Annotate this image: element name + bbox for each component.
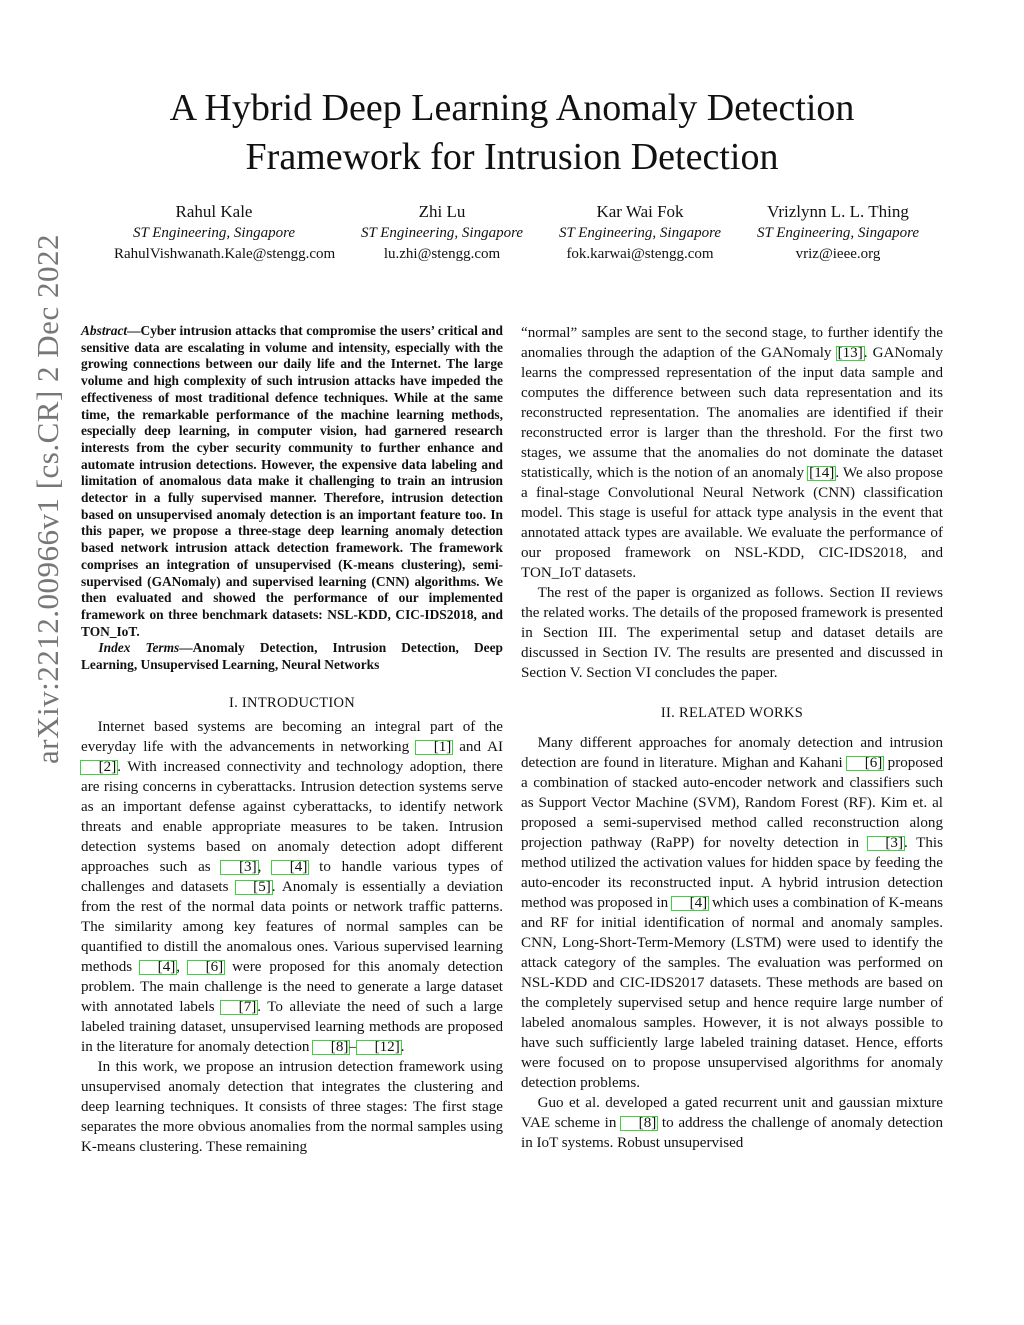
intro-paragraph-2: In this work, we propose an intrusion detection framework using unsupervised anomaly detection that integrates the clustering and deep learning techniques. It consists of three stages: The first stage separates the more obvious anomalies from the normal samples using K-means clustering. These remaining — [81, 1058, 503, 1155]
paper-title: A Hybrid Deep Learning Anomaly Detection Framework for Intrusion Detection — [169, 87, 855, 178]
arxiv-stamp: arXiv:2212.00966v1 [cs.CR] 2 Dec 2022 — [30, 234, 65, 764]
citation-number: 12 — [379, 1038, 395, 1055]
author-name: Kar Wai Fok — [596, 202, 684, 221]
author-3 — [540, 201, 740, 265]
abstract-lead: Abstract — [81, 323, 128, 338]
section-heading-related-works: II. RELATED WORKS — [660, 705, 804, 721]
right-column — [521, 323, 943, 1153]
citation-number: 8 — [643, 1115, 652, 1131]
citation-number: 8 — [335, 1038, 344, 1055]
text-run: . — [400, 1038, 405, 1055]
author-affiliation: ST Engineering, Singapore — [132, 225, 296, 241]
citation-number: 4 — [162, 958, 171, 975]
left-column — [81, 323, 503, 1157]
text-run: . We also propose a final-stage Convolutional Neural Network (CNN) classification model. This stage is useful for attack type analysis in the event that annotated attack types are available. We evaluate the performance of our proposed framework on NSL-KDD, CIC-IDS2018, and TON_IoT datasets. — [521, 465, 943, 581]
citation-number: 13 — [842, 345, 858, 361]
citation-number: 3 — [244, 858, 252, 875]
citation-number: 4 — [294, 858, 303, 875]
text-run: , — [257, 858, 273, 875]
author-affiliation: ST Engineering, Singapore — [360, 225, 524, 241]
citation-link[interactable]: [4] — [272, 861, 308, 874]
author-1 — [114, 201, 336, 265]
text-run: . To alleviate the need of such a large labeled training dataset, unsupervised learning methods are proposed in the literature for anomaly detection — [81, 998, 503, 1055]
citation-link[interactable]: [3] — [868, 837, 904, 850]
citation-link[interactable]: [13] — [837, 345, 863, 361]
citation-link[interactable]: [8] — [621, 1117, 657, 1130]
text-run: . Anomaly is essentially a deviation from the rest of the normal data points or network traffic patterns. The similarity among key features of normal samples can be quantified to distill the anomalous ones. Various supervised learning methods — [81, 878, 504, 975]
text-run: were proposed for this anomaly detection problem. The main challenge is the need to generate a large dataset with annotated labels — [81, 958, 504, 1015]
text-run: proposed a combination of stacked auto-encoder network and classifiers such as Support Vector Machine (SVM), Random Forest (RF). Kim et. al proposed a semi-supervised method called reconstruction along projection pathway (RaPP) for novelty detection in — [521, 755, 943, 851]
citation-number: 14 — [814, 465, 830, 481]
text-run: – — [349, 1038, 357, 1055]
citation-link[interactable]: [12] — [357, 1041, 401, 1054]
author-4 — [738, 201, 938, 265]
intro-paragraph-1 — [81, 717, 503, 1057]
citation-link[interactable]: [1] — [416, 741, 452, 754]
author-name: Zhi Lu — [418, 202, 466, 221]
citation-number: 5 — [258, 878, 266, 895]
author-email: lu.zhi@stengg.com — [383, 246, 501, 262]
abstract — [81, 323, 503, 640]
text-run: and AI — [452, 738, 504, 755]
citation-link[interactable]: [2] — [81, 761, 117, 774]
intro-paragraph-4: The rest of the paper is organized as follows. Section II reviews the related works. The details of the proposed framework is presented in Section III. The experimental setup and dataset details are discussed in Section IV. The results are presented and discussed in Section V. Section VI concludes the paper. — [521, 585, 943, 681]
citation-link[interactable]: [6] — [188, 961, 224, 974]
text-run: to address the challenge of anomaly detection in IoT systems. Robust unsupervised — [521, 1115, 943, 1151]
author-name: Vrizlynn L. L. Thing — [767, 202, 909, 221]
text-run: . This method utilized the activation values for hidden space by feeding the auto-encoder its reconstructed input. A hybrid intrusion detection method was proposed in — [521, 835, 943, 911]
author-2 — [342, 201, 542, 265]
index-terms-text: —Anomaly Detection, Intrusion Detection, Deep Learning, Unsupervised Learning, Neural Networks — [81, 640, 503, 673]
author-email: vriz@ieee.org — [795, 246, 881, 262]
citation-number: 1 — [438, 738, 447, 755]
text-run: . With increased connectivity and technology adoption, there are rising concerns in cyberattacks. Intrusion detection systems serve as an important defense against cyberattacks, to identify network threats and enable appropriate measures to be taken. Intrusion detection systems based on anomaly detection adopt different approaches such as — [81, 758, 503, 875]
citation-link[interactable]: [14] — [809, 465, 835, 481]
citation-link[interactable]: [8] — [313, 1041, 349, 1054]
citation-link[interactable]: [5] — [236, 881, 272, 894]
author-name: Rahul Kale — [175, 202, 253, 221]
text-run: , — [176, 958, 188, 975]
text-run: to handle various types of challenges and datasets — [81, 858, 503, 895]
text-run: Internet based systems are becoming an integral part of the everyday life with the advancements in networking — [81, 718, 503, 755]
citation-number: 6 — [210, 958, 219, 975]
citation-link[interactable]: [6] — [847, 757, 883, 770]
citation-number: 4 — [694, 895, 703, 911]
abstract-text: —Cyber intrusion attacks that compromise the users’ critical and sensitive data are escalating in volume and intensity, especially with the growing connections between our daily life and the Internet. The large volume and high complexity of such intrusion attacks have impeded the effectiveness of most traditional defence techniques. While at the same time, the remarkable performance of the machine learning methods, especially deep learning, in computer vision, had garnered research interests from the cyber security community to further enhance and automate intrusion detections. However, the expensive data labeling and limitation of anomalous data make it challenging to train an intrusion detector in a fully supervised manner. Therefore, intrusion detection based on unsupervised anomaly detection is an important feature too. In this paper, we propose a three-stage deep learning anomaly detection based network intrusion attack detection framework. The framework comprises an integration of unsupervised (K-means clustering), semi-supervised (GANomaly) and supervised learning (CNN) algorithms. We then evaluated and showed the performance of our implemented framework on three benchmark datasets: NSL-KDD, CIC-IDS2018, and TON_IoT. — [81, 323, 503, 639]
related-paragraph-1 — [521, 733, 943, 1093]
author-email: fok.karwai@stengg.com — [566, 246, 714, 262]
text-run: which uses a combination of K-means and RF for initial identification of normal and anomaly samples. CNN, Long-Short-Term-Memory (LSTM) were used to identify the attack category of the samples. The evaluation was performed on NSL-KDD and CIC-IDS2017 datasets. These methods are based on the completely supervised setup and hence require large number of labeled anomalous samples. However, it is not always possible to have such sufficiently large labeled training dataset. Hence, efforts were focused on to propose unsupervised algorithms for anomaly detection problems. — [521, 895, 943, 1091]
citation-link[interactable]: [7] — [221, 1001, 257, 1014]
index-terms — [81, 640, 503, 673]
text-run: Guo et al. developed a gated recurrent unit and gaussian mixture VAE scheme in — [521, 1095, 943, 1131]
author-affiliation: ST Engineering, Singapore — [558, 225, 722, 241]
author-affiliation: ST Engineering, Singapore — [756, 225, 920, 241]
citation-link[interactable]: [4] — [140, 961, 176, 974]
citation-number: 2 — [103, 758, 112, 775]
citation-number: 7 — [243, 998, 252, 1015]
section-heading-introduction: I. INTRODUCTION — [228, 694, 356, 711]
author-block — [0, 201, 1024, 271]
author-email: RahulVishwanath.Kale@stengg.com — [114, 246, 336, 262]
citation-number: 3 — [890, 835, 898, 851]
citation-link[interactable]: [4] — [672, 897, 708, 910]
citation-link[interactable]: [3] — [221, 861, 257, 874]
text-run: . GANomaly learns the compressed representation of the input data sample and computes the difference between such data representation and its reconstructed representation. The anomalies are identified if their reconstructed error is larger than the threshold. For the first two stages, we assume that the anomalies do not dominate the dataset statistically, which is the notion of an anomaly — [521, 345, 943, 481]
related-paragraph-2 — [521, 1093, 943, 1153]
intro-paragraph-3 — [521, 323, 943, 583]
text-run: “normal” samples are sent to the second stage, to further identify the anomalies through the adaption of the GANomaly — [521, 325, 943, 361]
text-run: Many different approaches for anomaly detection and intrusion detection are found in literature. Mighan and Kahani — [521, 735, 943, 771]
citation-number: 6 — [869, 755, 878, 771]
index-terms-lead: Index Terms — [98, 640, 180, 656]
